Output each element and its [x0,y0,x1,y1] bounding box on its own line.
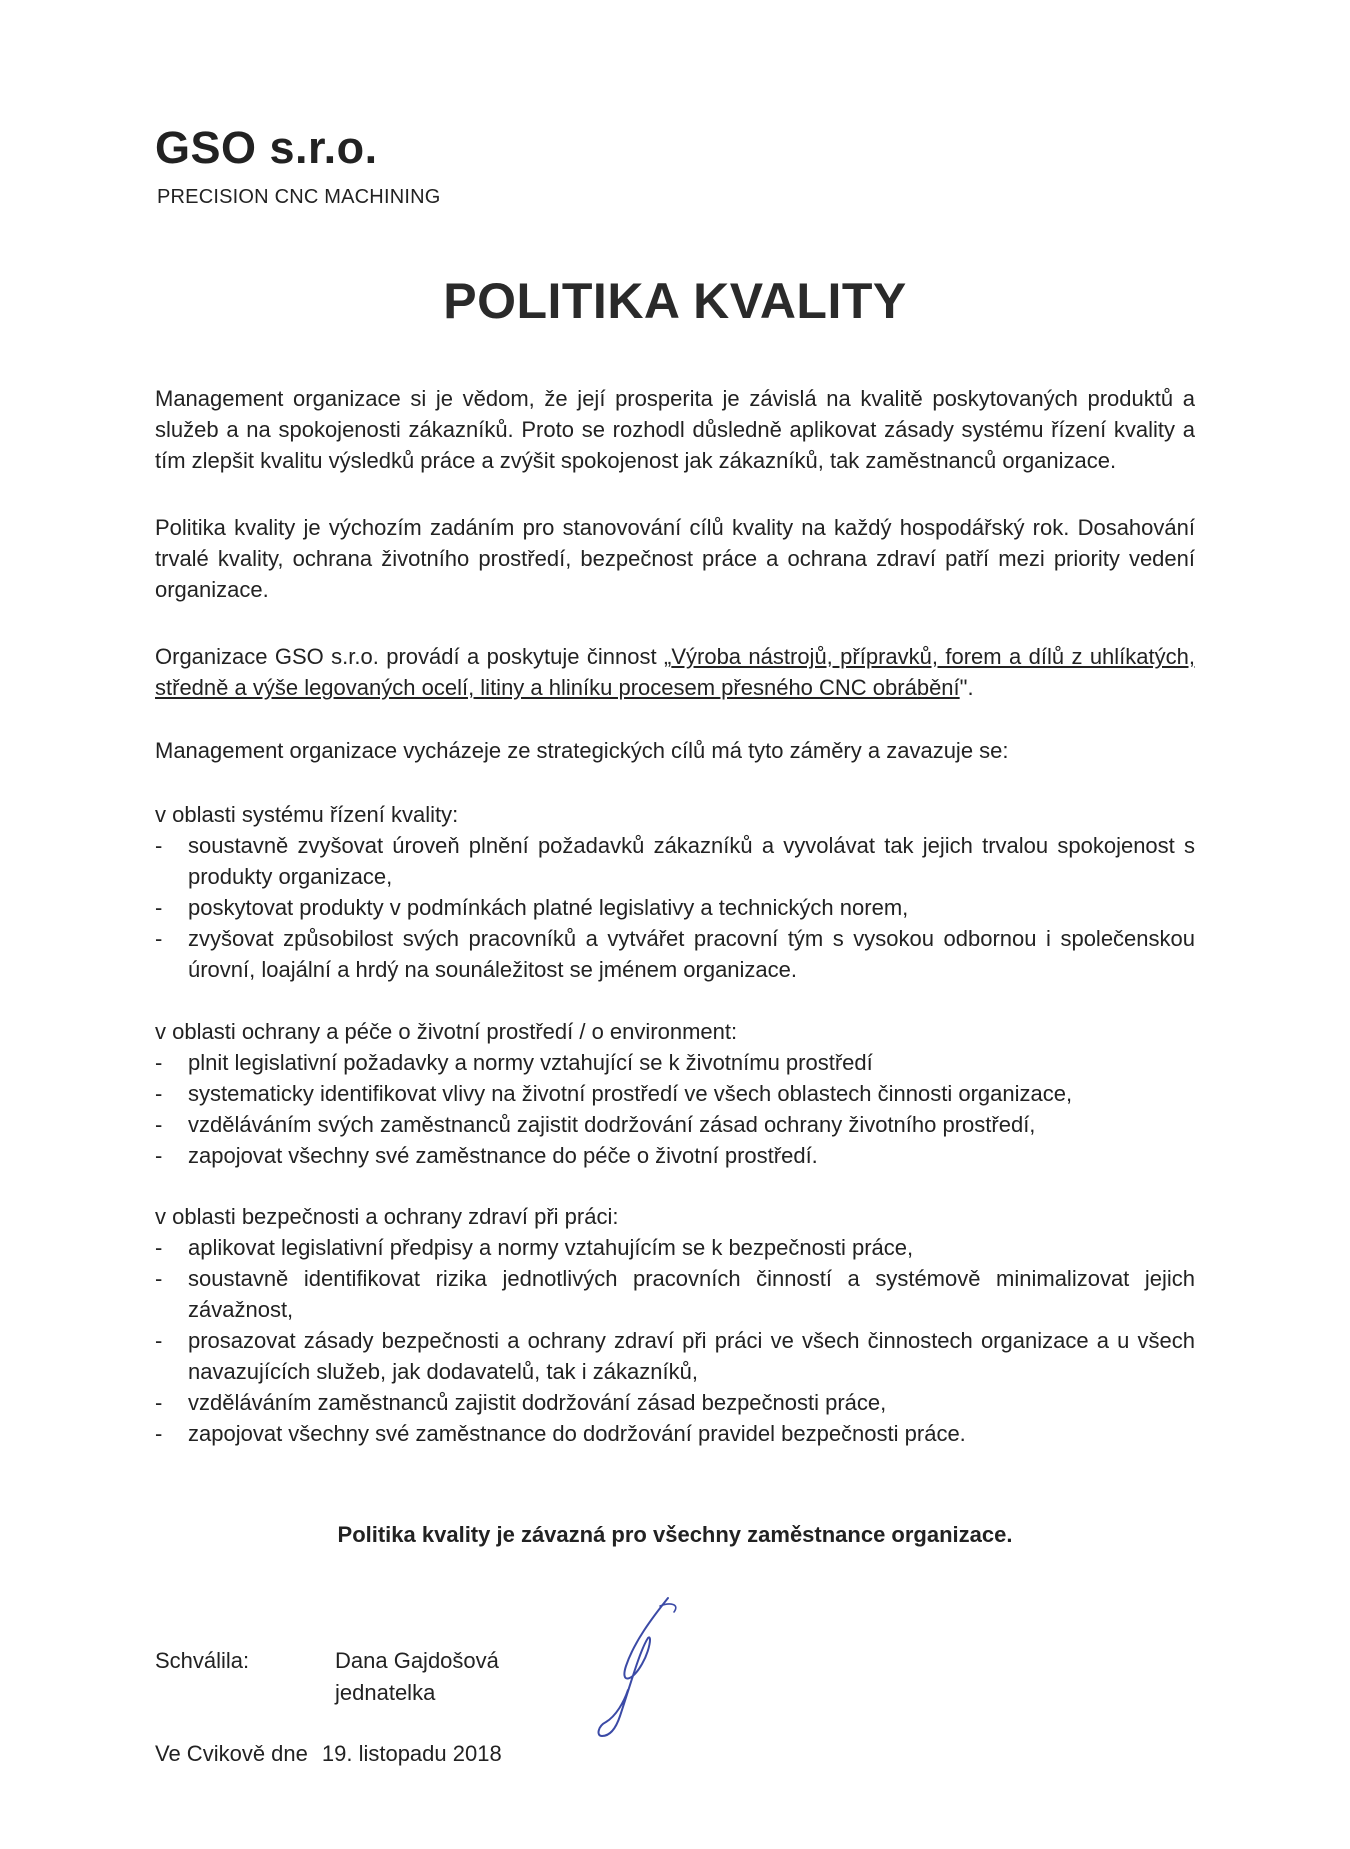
bullet-dash: - [155,1390,163,1415]
list-item [155,1325,1195,1387]
list-item-text: soustavně zvyšovat úroveň plnění požadavků zákazníků a vyvolávat tak jejich trvalou spokojenost s produkty organizace, [188,833,1195,889]
activity-suffix: ". [959,675,974,700]
paragraph-commitments: Management organizace vycházeje ze strategických cílů má tyto záměry a zavazuje se: [155,738,1009,763]
approver-role: jednatelka [335,1680,436,1705]
list-item [155,830,1195,892]
signature-image [590,1590,700,1740]
bullet-dash: - [155,1328,163,1353]
list-item [155,923,1195,985]
list-item-text: zvyšovat způsobilost svých pracovníků a vytvářet pracovní tým s vysokou odbornou i společenskou úrovní, loajální a hrdý na sounáležitost se jménem organizace. [188,926,1195,982]
bullet-dash: - [155,1112,163,1137]
list-item [155,1387,1195,1418]
bullet-dash: - [155,1050,163,1075]
bullet-dash: - [155,926,163,951]
activity-description: Výroba nástrojů, přípravků, forem a dílů z uhlíkatých, středně a výše legovaných ocelí, litiny a hliníku procesem přesného CNC obrábění [155,644,1195,700]
place-label: Ve Cvikově dne [155,1741,308,1766]
bullet-dash: - [155,1143,163,1168]
bullet-dash: - [155,1421,163,1446]
list-item [155,1418,1195,1449]
list-item [155,1078,1195,1109]
section-environment [155,1016,1195,1171]
list-item-text: soustavně identifikovat rizika jednotlivých pracovních činností a systémově minimalizovat jejich závažnost, [188,1266,1195,1322]
commitment-list [155,1232,1195,1449]
approval-date: 19. listopadu 2018 [321,1741,502,1766]
section-heading: v oblasti ochrany a péče o životní prostředí / o environment: [155,1019,738,1044]
document-title: POLITIKA KVALITY [443,273,907,329]
approved-label: Schválila: [155,1648,250,1673]
commitment-list [155,1047,1195,1171]
section-heading: v oblasti bezpečnosti a ochrany zdraví při práci: [155,1204,619,1229]
bullet-dash: - [155,833,163,858]
commitment-list [155,830,1195,985]
list-item [155,1140,1195,1171]
paragraph-activity [155,641,1195,703]
bullet-dash: - [155,895,163,920]
list-item [155,1109,1195,1140]
list-item-text: zapojovat všechny své zaměstnance do péče o životní prostředí. [188,1143,818,1168]
bullet-dash: - [155,1235,163,1260]
list-item-text: poskytovat produkty v podmínkách platné legislativy a technických norem, [188,895,909,920]
paragraph-intro: Management organizace si je vědom, že její prosperita je závislá na kvalitě poskytovaných produktů a služeb a na spokojenosti zákazníků. Proto se rozhodl důsledně aplikovat zásady systému řízení kvality a tím zlepšit kvalitu výsledků práce a zvýšit spokojenost jak zákazníků, tak zaměstnanců organizace. [155,386,1195,473]
list-item-text: prosazovat zásady bezpečnosti a ochrany zdraví při práci ve všech činnostech organizace a u všech navazujících služeb, jak dodavatelů, tak i zákazníků, [188,1328,1195,1384]
company-name: GSO s.r.o. [155,122,378,173]
paragraph-policy: Politika kvality je výchozím zadáním pro stanovování cílů kvality na každý hospodářský rok. Dosahování trvalé kvality, ochrana životního prostředí, bezpečnost práce a ochrana zdraví patří mezi priority vedení organizace. [155,515,1195,602]
section-safety [155,1201,1195,1449]
company-subtitle: PRECISION CNC MACHINING [157,186,441,208]
list-item [155,1232,1195,1263]
list-item-text: systematicky identifikovat vlivy na životní prostředí ve všech oblastech činnosti organizace, [188,1081,1073,1106]
closing-statement: Politika kvality je závazná pro všechny zaměstnance organizace. [337,1522,1013,1547]
list-item-text: zapojovat všechny své zaměstnance do dodržování pravidel bezpečnosti práce. [188,1421,966,1446]
list-item [155,1263,1195,1325]
list-item [155,1047,1195,1078]
list-item-text: aplikovat legislativní předpisy a normy vztahujícím se k bezpečnosti práce, [188,1235,914,1260]
bullet-dash: - [155,1266,163,1291]
place-and-date [155,1741,502,1767]
section-quality [155,799,1195,985]
bullet-dash: - [155,1081,163,1106]
list-item-text: vzděláváním svých zaměstnanců zajistit dodržování zásad ochrany životního prostředí, [188,1112,1036,1137]
approver-name: Dana Gajdošová [335,1648,499,1673]
section-heading: v oblasti systému řízení kvality: [155,802,459,827]
list-item-text: plnit legislativní požadavky a normy vztahující se k životnímu prostředí [188,1050,873,1075]
activity-prefix: Organizace GSO s.r.o. provádí a poskytuje činnost „ [155,644,672,669]
list-item [155,892,1195,923]
list-item-text: vzděláváním zaměstnanců zajistit dodržování zásad bezpečnosti práce, [188,1390,887,1415]
